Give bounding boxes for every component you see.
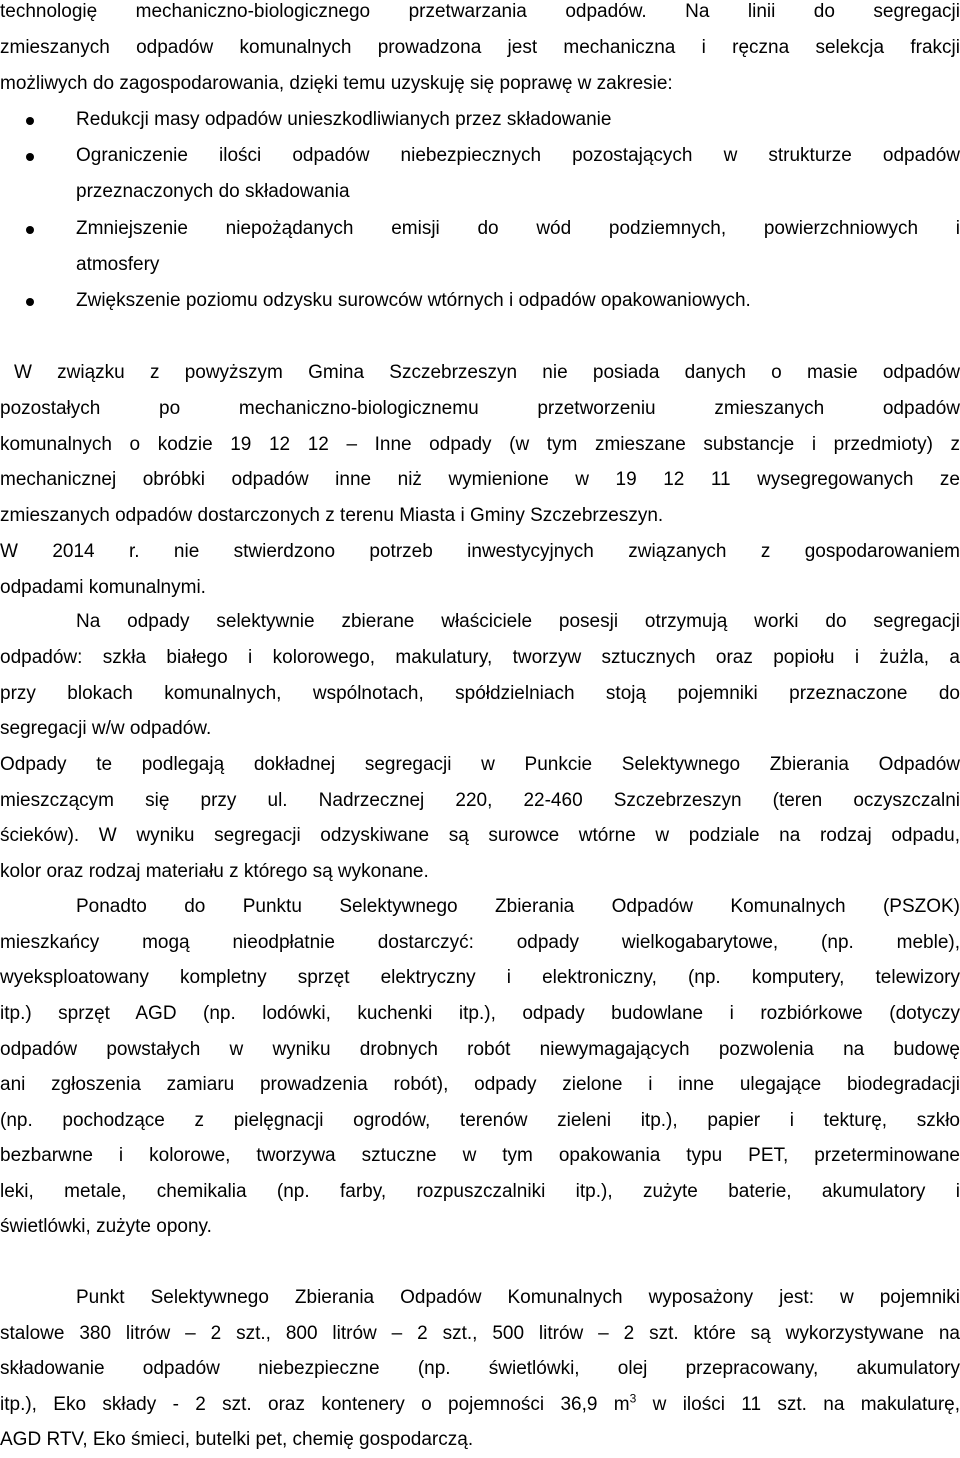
paragraph-mass-line-5: zmieszanych odpadów dostarczonych z terenu Miasta i Gminy Szczebrzeszyn. [0,505,664,526]
paragraph-pszok-delivery-line-8: bezbarwne i kolorowe, tworzywa sztuczne w tym opakowania typu PET, przeterminowane [0,1145,960,1166]
paragraph-pszok-location-line-4: kolor oraz rodzaj materiału z którego są wykonane. [0,861,429,882]
equipment-line-4-after: w ilości 11 szt. na makulaturę, [636,1394,960,1415]
paragraph-equipment-line-5: AGD RTV, Eko śmieci, butelki pet, chemię gospodarczą. [0,1429,474,1450]
bullet-dot [26,117,34,125]
paragraph-pszok-location-line-2: mieszczącym się przy ul. Nadrzecznej 220, 22-460 Szczebrzeszyn (teren oczyszczalni [0,790,960,811]
bullet-dot [26,298,34,306]
paragraph-pszok-delivery-line-5: odpadów powstałych w wyniku drobnych robót niewymagających pozwolenia na budowę [0,1039,960,1060]
paragraph-pszok-location-line-3: ścieków). W wyniku segregacji odzyskiwane są surowce wtórne w podziale na rodzaj odpadu, [0,825,960,846]
paragraph-equipment-line-3: składowanie odpadów niebezpieczne (np. świetlówki, olej przepracowany, akumulatory [0,1358,960,1379]
paragraph-pszok-delivery-line-1: Ponadto do Punktu Selektywnego Zbierania Odpadów Komunalnych (PSZOK) [76,896,960,917]
paragraph-mass-line-1: W związku z powyższym Gmina Szczebrzeszyn nie posiada danych o masie odpadów [14,362,960,383]
bullet-dot [26,226,34,234]
paragraph-investments-line-2: odpadami komunalnymi. [0,577,206,598]
bullet-2-line-1: Ograniczenie ilości odpadów niebezpiecznych pozostających w strukturze odpadów [76,145,960,166]
paragraph-pszok-delivery-line-6: ani zgłoszenia zamiaru prowadzenia robót), odpady zielone i inne ulegające biodegradacji [0,1074,960,1095]
bullet-dot [26,153,34,161]
paragraph-pszok-delivery-line-9: leki, metale, chemikalia (np. farby, rozpuszczalniki itp.), zużyte baterie, akumulatory i [0,1181,960,1202]
paragraph-equipment-line-1: Punkt Selektywnego Zbierania Odpadów Komunalnych wyposażony jest: w pojemniki [76,1287,960,1308]
bullet-4-line-1: Zwiększenie poziomu odzysku surowców wtórnych i odpadów opakowaniowych. [76,290,751,311]
paragraph-pszok-location-line-1: Odpady te podlegają dokładnej segregacji w Punkcie Selektywnego Zbierania Odpadów [0,754,960,775]
paragraph-selective-line-1: Na odpady selektywnie zbierane właściciele posesji otrzymują worki do segregacji [76,611,960,632]
paragraph-selective-line-3: przy blokach komunalnych, wspólnotach, spółdzielniach stoją pojemniki przeznaczone do [0,683,960,704]
paragraph-mass-line-3: komunalnych o kodzie 19 12 12 – Inne odpady (w tym zmieszane substancje i przedmioty) z [0,434,960,455]
bullet-2-line-2: przeznaczonych do składowania [76,181,350,202]
intro-line-2: zmieszanych odpadów komunalnych prowadzona jest mechaniczna i ręczna selekcja frakcji [0,37,960,58]
paragraph-pszok-delivery-line-7: (np. pochodzące z pielęgnacji ogrodów, terenów zieleni itp.), papier i tekturę, szkło [0,1110,960,1131]
paragraph-investments-line-1: W 2014 r. nie stwierdzono potrzeb inwestycyjnych związanych z gospodarowaniem [0,541,960,562]
paragraph-selective-line-2: odpadów: szkła białego i kolorowego, makulatury, tworzyw sztucznych oraz popiołu i żużla, a [0,647,960,668]
paragraph-pszok-delivery-line-3: wyeksploatowany kompletny sprzęt elektryczny i elektroniczny, (np. komputery, telewizory [0,967,960,988]
paragraph-equipment-line-4 [0,1387,960,1423]
bullet-3-line-2: atmosfery [76,254,160,275]
paragraph-pszok-delivery-line-2: mieszkańcy mogą nieodpłatnie dostarczyć: odpady wielkogabarytowe, (np. meble), [0,932,960,953]
intro-line-1: technologię mechaniczno-biologicznego przetwarzania odpadów. Na linii do segregacji [0,1,960,22]
bullet-1-line-1: Redukcji masy odpadów unieszkodliwianych przez składowanie [76,109,612,130]
equipment-line-4-before: itp.), Eko składy - 2 szt. oraz kontenery o pojemności 36,9 m [0,1394,630,1415]
cubic-unit-exponent: 3 [629,1391,637,1406]
paragraph-mass-line-2: pozostałych po mechaniczno-biologicznemu przetworzeniu zmieszanych odpadów [0,398,960,419]
paragraph-pszok-delivery-line-10: świetlówki, zużyte opony. [0,1216,212,1237]
bullet-3-line-1: Zmniejszenie niepożądanych emisji do wód podziemnych, powierzchniowych i [76,218,960,239]
paragraph-pszok-delivery-line-4: itp.) sprzęt AGD (np. lodówki, kuchenki itp.), odpady budowlane i rozbiórkowe (dotyczy [0,1003,960,1024]
paragraph-equipment-line-2: stalowe 380 litrów – 2 szt., 800 litrów – 2 szt., 500 litrów – 2 szt. które są wykorzystywane na [0,1323,960,1344]
paragraph-selective-line-4: segregacji w/w odpadów. [0,718,212,739]
intro-line-3: możliwych do zagospodarowania, dzięki temu uzyskuję się poprawę w zakresie: [0,73,673,94]
paragraph-mass-line-4: mechanicznej obróbki odpadów inne niż wymienione w 19 12 11 wysegregowanych ze [0,469,960,490]
